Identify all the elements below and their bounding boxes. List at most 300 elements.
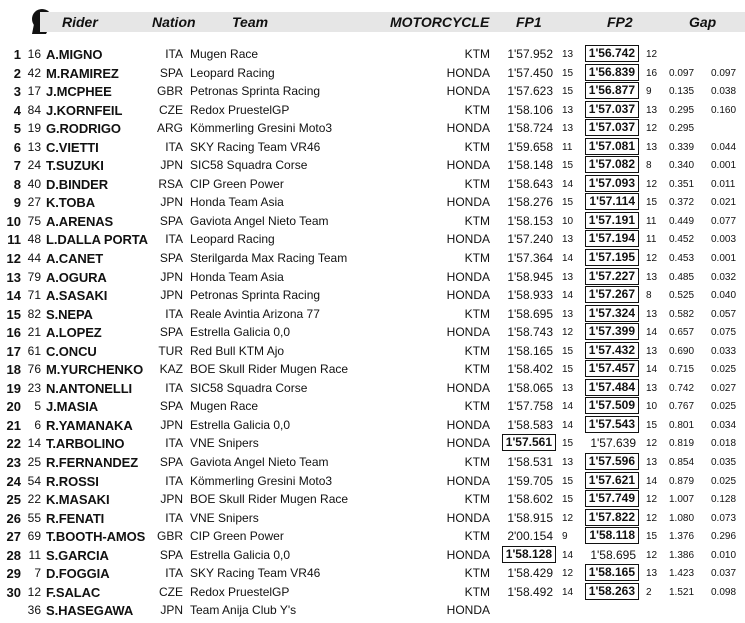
fp2-time: 1'57.194 — [585, 230, 639, 247]
motorcycle: KTM — [464, 139, 490, 154]
position: 20 — [6, 399, 21, 415]
nation: ITA — [165, 306, 183, 321]
fp2-time: 1'57.432 — [585, 342, 639, 359]
fp2-time: 1'57.822 — [585, 509, 639, 526]
team-name: Petronas Sprinta Racing — [190, 288, 321, 303]
fp2-time: 1'58.263 — [585, 583, 639, 600]
fp1-laps: 14 — [562, 253, 574, 265]
table-row — [0, 546, 745, 565]
rider-number: 75 — [27, 213, 41, 228]
position: 24 — [6, 473, 21, 489]
fp2-laps: 12 — [646, 178, 658, 190]
rider-number: 82 — [27, 306, 41, 321]
table-row — [0, 138, 745, 157]
fp2-time: 1'57.037 — [585, 119, 639, 136]
fp1-time: 1'58.643 — [507, 176, 553, 191]
team-name: SIC58 Squadra Corse — [190, 158, 308, 173]
team-name: BOE Skull Rider Mugen Race — [190, 492, 349, 507]
fp2-time: 1'58.165 — [585, 564, 639, 581]
nation: GBR — [156, 529, 183, 544]
fp1-time: 1'57.450 — [507, 65, 553, 80]
position: 10 — [6, 213, 21, 229]
gap-to-first: 0.135 — [669, 86, 695, 98]
position: 17 — [6, 343, 21, 359]
gap-to-first: 1.386 — [669, 549, 695, 561]
motorcycle: HONDA — [446, 121, 490, 136]
rider-name: J.MASIA — [46, 399, 99, 415]
gap-to-first: 0.801 — [669, 419, 695, 431]
fp1-laps: 15 — [562, 345, 574, 357]
nation: TUR — [158, 343, 183, 358]
rider-number: 44 — [27, 251, 41, 266]
table-row — [0, 527, 745, 546]
team-name: BOE Skull Rider Mugen Race — [190, 362, 349, 377]
gap-to-previous: 0.075 — [711, 327, 737, 339]
fp2-time: 1'57.509 — [585, 397, 639, 414]
table-row — [0, 286, 745, 305]
rider-name: R.FENATI — [46, 510, 105, 526]
fp1-time: 1'58.945 — [507, 269, 553, 284]
gap-to-previous: 0.021 — [711, 197, 737, 209]
header-gap: Gap — [689, 14, 717, 30]
position: 23 — [6, 455, 21, 471]
fp1-laps: 15 — [562, 475, 574, 487]
table-header — [0, 0, 745, 38]
fp2-laps: 2 — [646, 586, 652, 598]
nation: GBR — [156, 84, 183, 99]
fp2-laps: 13 — [646, 104, 658, 116]
gap-to-first: 0.854 — [669, 457, 695, 469]
fp2-laps: 15 — [646, 197, 658, 209]
rider-number: 69 — [27, 529, 41, 544]
motorcycle: KTM — [464, 492, 490, 507]
team-name: Reale Avintia Arizona 77 — [190, 306, 320, 321]
team-name: Redox PruestelGP — [190, 102, 290, 117]
fp2-time: 1'56.742 — [585, 45, 639, 62]
gap-to-first: 1.376 — [669, 531, 695, 543]
team-name: VNE Snipers — [190, 436, 259, 451]
motorcycle: HONDA — [446, 510, 490, 525]
fp2-laps: 12 — [646, 494, 658, 506]
team-name: Redox PruestelGP — [190, 584, 290, 599]
fp2-time: 1'57.639 — [590, 436, 636, 451]
rider-name: C.ONCU — [46, 343, 97, 359]
fp1-laps: 13 — [562, 234, 574, 246]
rider-number: 42 — [27, 65, 41, 80]
nation: SPA — [159, 325, 183, 340]
gap-to-previous: 0.044 — [711, 141, 737, 153]
team-name: Mugen Race — [190, 399, 259, 414]
fp2-laps: 14 — [646, 475, 658, 487]
table-row — [0, 305, 745, 324]
gap-to-previous: 0.018 — [711, 438, 737, 450]
team-name: Honda Team Asia — [190, 195, 284, 210]
gap-to-previous: 0.035 — [711, 457, 737, 469]
motorcycle: HONDA — [446, 417, 490, 432]
fp2-laps: 13 — [646, 308, 658, 320]
fp2-laps: 9 — [646, 86, 652, 98]
gap-to-first: 0.295 — [669, 104, 695, 116]
fp2-time: 1'57.324 — [585, 305, 639, 322]
nation: CZE — [159, 102, 183, 117]
nation: SPA — [159, 213, 183, 228]
table-row — [0, 564, 745, 583]
table-row — [0, 490, 745, 509]
motorcycle: KTM — [464, 529, 490, 544]
position: 22 — [6, 436, 21, 452]
position: 13 — [6, 269, 21, 285]
fp2-time: 1'58.695 — [590, 547, 636, 562]
table-row — [0, 64, 745, 83]
gap-to-first: 0.339 — [669, 141, 695, 153]
rider-name: K.TOBA — [46, 195, 95, 211]
rider-number: 17 — [27, 84, 41, 99]
rider-number: 25 — [27, 455, 41, 470]
motorcycle: HONDA — [446, 84, 490, 99]
motorcycle: HONDA — [446, 547, 490, 562]
fp2-laps: 12 — [646, 438, 658, 450]
table-row — [0, 45, 745, 64]
rider-name: D.BINDER — [46, 176, 109, 192]
fp1-laps: 15 — [562, 438, 574, 450]
fp1-laps: 14 — [562, 178, 574, 190]
position: 1 — [13, 47, 21, 62]
motorcycle: KTM — [464, 47, 490, 61]
gap-to-previous: 0.098 — [711, 586, 737, 598]
gap-to-first: 0.452 — [669, 234, 695, 246]
nation: ITA — [165, 380, 183, 395]
fp1-time: 1'58.531 — [507, 455, 553, 470]
gap-to-previous: 0.025 — [711, 401, 737, 413]
fp1-laps: 12 — [562, 327, 574, 339]
nation: KAZ — [159, 362, 183, 377]
fp2-time: 1'57.037 — [585, 101, 639, 118]
gap-to-first: 1.080 — [669, 512, 695, 524]
team-name: CIP Green Power — [190, 176, 284, 191]
rider-number: 71 — [27, 288, 41, 303]
table-row — [0, 360, 745, 379]
motorcycle: HONDA — [446, 232, 490, 247]
gap-to-previous: 0.037 — [711, 568, 737, 580]
table-row — [0, 397, 745, 416]
fp1-laps: 13 — [562, 123, 574, 135]
position: 7 — [13, 158, 21, 174]
rider-name: A.LOPEZ — [46, 325, 102, 341]
team-name: Kömmerling Gresini Moto3 — [190, 121, 333, 136]
table-row — [0, 268, 745, 287]
rider-number: 36 — [27, 603, 41, 618]
fp2-time: 1'57.114 — [585, 193, 639, 210]
fp1-time: 1'58.148 — [507, 158, 553, 173]
position: 14 — [6, 288, 21, 304]
gap-to-first: 0.715 — [669, 364, 695, 376]
gap-to-previous: 0.073 — [711, 512, 737, 524]
position: 16 — [6, 325, 21, 341]
team-name: Estrella Galicia 0,0 — [190, 417, 291, 432]
fp1-laps: 13 — [562, 382, 574, 394]
fp2-laps: 13 — [646, 457, 658, 469]
rider-name: T.SUZUKI — [46, 158, 104, 174]
rider-name: F.SALAC — [46, 584, 101, 600]
header-motorcycle: MOTORCYCLE — [390, 14, 490, 30]
fp1-time: 1'59.658 — [507, 139, 553, 154]
motorcycle: KTM — [464, 584, 490, 599]
motorcycle: HONDA — [446, 65, 490, 80]
results-table — [0, 45, 745, 620]
team-name: Leopard Racing — [190, 232, 275, 247]
fp1-time: 1'58.429 — [507, 566, 553, 581]
fp2-time: 1'57.082 — [585, 156, 639, 173]
nation: JPN — [160, 603, 183, 618]
fp2-laps: 15 — [646, 419, 658, 431]
fp2-laps: 11 — [646, 234, 657, 246]
nation: CZE — [159, 584, 183, 599]
team-name: SKY Racing Team VR46 — [190, 139, 321, 154]
team-name: SKY Racing Team VR46 — [190, 566, 321, 581]
team-name: CIP Green Power — [190, 529, 284, 544]
nation: SPA — [159, 399, 183, 414]
fp2-laps: 12 — [646, 253, 658, 265]
fp2-time: 1'57.457 — [585, 360, 639, 377]
team-name: VNE Snipers — [190, 510, 259, 525]
rider-number: 22 — [27, 492, 41, 507]
table-row — [0, 212, 745, 231]
fp1-time: 1'58.915 — [507, 510, 553, 525]
nation: SPA — [159, 251, 183, 266]
fp1-laps: 14 — [562, 549, 574, 561]
fp2-time: 1'57.621 — [585, 472, 639, 489]
fp2-time: 1'56.877 — [585, 82, 639, 99]
motorcycle: KTM — [464, 566, 490, 581]
fp1-time: 1'58.065 — [507, 380, 553, 395]
fp1-time: 1'57.952 — [507, 47, 553, 61]
gap-to-first: 1.521 — [669, 586, 695, 598]
header-nation: Nation — [152, 14, 196, 30]
fp1-time: 1'58.602 — [507, 492, 553, 507]
nation: ITA — [165, 473, 183, 488]
position: 21 — [6, 417, 21, 433]
motorcycle: KTM — [464, 343, 490, 358]
team-name: Sterilgarda Max Racing Team — [190, 251, 348, 266]
team-name: Leopard Racing — [190, 65, 275, 80]
nation: ITA — [165, 47, 183, 61]
motorcycle: KTM — [464, 306, 490, 321]
table-row — [0, 509, 745, 528]
fp1-time: 1'58.724 — [507, 121, 553, 136]
fp2-time: 1'58.118 — [585, 527, 639, 544]
fp1-time: 1'58.695 — [507, 306, 553, 321]
fp1-laps: 14 — [562, 290, 574, 302]
gap-to-first: 0.351 — [669, 178, 695, 190]
fp2-laps: 8 — [646, 160, 652, 172]
table-row — [0, 416, 745, 435]
gap-to-previous: 0.160 — [711, 104, 737, 116]
rider-number: 16 — [27, 47, 41, 61]
position: 30 — [6, 584, 21, 600]
rider-number: 12 — [27, 584, 41, 599]
fp1-laps: 9 — [562, 531, 568, 543]
fp1-laps: 15 — [562, 67, 574, 79]
gap-to-previous: 0.025 — [711, 475, 737, 487]
gap-to-previous: 0.040 — [711, 290, 737, 302]
fp2-time: 1'57.749 — [585, 490, 639, 507]
rider-name: A.CANET — [46, 251, 104, 267]
fp2-time: 1'56.839 — [585, 64, 639, 81]
position: 6 — [13, 139, 21, 155]
gap-to-first: 0.485 — [669, 271, 695, 283]
rider-name: A.OGURA — [46, 269, 107, 285]
gap-to-first: 0.340 — [669, 160, 695, 172]
fp2-time: 1'57.267 — [585, 286, 639, 303]
table-row — [0, 379, 745, 398]
gap-to-first: 0.582 — [669, 308, 695, 320]
team-name: Estrella Galicia 0,0 — [190, 325, 291, 340]
nation: ARG — [156, 121, 183, 136]
rider-name: R.FERNANDEZ — [46, 455, 139, 471]
rider-number: 79 — [27, 269, 41, 284]
rider-name: K.MASAKI — [46, 492, 110, 508]
fp1-time: 1'57.364 — [507, 251, 553, 266]
table-row — [0, 193, 745, 212]
rider-number: 27 — [27, 195, 41, 210]
position: 2 — [13, 65, 21, 81]
fp2-laps: 13 — [646, 568, 658, 580]
fp1-laps: 12 — [562, 512, 574, 524]
motorcycle: KTM — [464, 362, 490, 377]
position: 25 — [6, 492, 21, 508]
gap-to-previous: 0.001 — [711, 160, 737, 172]
gap-to-previous: 0.077 — [711, 215, 737, 227]
fp2-time: 1'57.081 — [585, 138, 639, 155]
gap-to-first: 0.767 — [669, 401, 695, 413]
rider-name: D.FOGGIA — [46, 566, 110, 582]
motorcycle: KTM — [464, 399, 490, 414]
table-row — [0, 472, 745, 491]
fp2-laps: 8 — [646, 290, 652, 302]
fp2-laps: 12 — [646, 123, 658, 135]
nation: ITA — [165, 566, 183, 581]
gap-to-previous: 0.296 — [711, 531, 737, 543]
team-name: Mugen Race — [190, 47, 259, 61]
team-name: Gaviota Angel Nieto Team — [190, 455, 329, 470]
fp2-time: 1'57.227 — [585, 268, 639, 285]
gap-to-first: 0.372 — [669, 197, 695, 209]
rider-number: 61 — [27, 343, 41, 358]
table-row — [0, 101, 745, 120]
position: 5 — [13, 121, 21, 137]
fp1-time: 2'00.154 — [507, 529, 553, 544]
rider-number: 54 — [27, 473, 41, 488]
rider-name: S.GARCIA — [46, 547, 109, 563]
rider-name: N.ANTONELLI — [46, 380, 133, 396]
nation: JPN — [160, 195, 183, 210]
rider-name: J.KORNFEIL — [46, 102, 123, 118]
nation: JPN — [160, 417, 183, 432]
team-name: Petronas Sprinta Racing — [190, 84, 321, 99]
motorcycle: HONDA — [446, 269, 490, 284]
position: 27 — [6, 529, 21, 545]
rider-name: J.MCPHEE — [46, 84, 112, 100]
fp1-laps: 13 — [562, 271, 574, 283]
fp2-time: 1'57.093 — [585, 175, 639, 192]
fp1-time: 1'58.276 — [507, 195, 553, 210]
position: 26 — [6, 510, 21, 526]
gap-to-previous: 0.034 — [711, 419, 737, 431]
motorcycle: HONDA — [446, 603, 490, 618]
motorcycle: HONDA — [446, 288, 490, 303]
gap-to-first: 0.819 — [669, 438, 695, 450]
rider-number: 40 — [27, 176, 41, 191]
rider-name: T.ARBOLINO — [46, 436, 125, 452]
rider-name: M.YURCHENKO — [46, 362, 144, 378]
nation: ITA — [165, 232, 183, 247]
fp1-time: 1'58.153 — [507, 213, 553, 228]
table-row — [0, 434, 745, 453]
header-team: Team — [232, 14, 269, 30]
rider-number: 76 — [27, 362, 41, 377]
fp2-laps: 16 — [646, 67, 658, 79]
gap-to-first: 0.453 — [669, 253, 695, 265]
motorcycle: HONDA — [446, 436, 490, 451]
table-row — [0, 249, 745, 268]
fp1-laps: 15 — [562, 197, 574, 209]
gap-to-previous: 0.097 — [711, 67, 737, 79]
position: 3 — [13, 84, 21, 100]
fp1-time: 1'58.128 — [502, 546, 556, 563]
motorcycle: HONDA — [446, 195, 490, 210]
fp1-laps: 15 — [562, 364, 574, 376]
gap-to-previous: 0.038 — [711, 86, 737, 98]
table-row — [0, 156, 745, 175]
nation: SPA — [159, 455, 183, 470]
gap-to-first: 0.742 — [669, 382, 695, 394]
fp1-time: 1'58.583 — [507, 417, 553, 432]
fp1-laps: 14 — [562, 419, 574, 431]
fp1-time: 1'58.933 — [507, 288, 553, 303]
fp1-laps: 15 — [562, 160, 574, 172]
rider-name: C.VIETTI — [46, 139, 99, 155]
rider-name: T.BOOTH-AMOS — [46, 529, 146, 545]
rider-number: 84 — [27, 102, 41, 117]
rider-number: 5 — [34, 399, 41, 414]
position: 19 — [6, 380, 21, 396]
fp2-time: 1'57.191 — [585, 212, 639, 229]
fp2-laps: 13 — [646, 382, 658, 394]
gap-to-first: 0.295 — [669, 123, 695, 135]
gap-to-previous: 0.033 — [711, 345, 737, 357]
table-row — [0, 82, 745, 101]
team-name: Red Bull KTM Ajo — [190, 343, 285, 358]
fp2-laps: 11 — [646, 215, 657, 227]
position: 18 — [6, 362, 21, 378]
gap-to-previous: 0.001 — [711, 253, 737, 265]
rider-number: 7 — [34, 566, 41, 581]
fp1-laps: 10 — [562, 215, 574, 227]
header-fp1: FP1 — [516, 14, 542, 30]
nation: JPN — [160, 492, 183, 507]
rider-name: S.HASEGAWA — [46, 603, 134, 619]
nation: SPA — [159, 65, 183, 80]
gap-to-first: 0.449 — [669, 215, 695, 227]
fp1-laps: 13 — [562, 308, 574, 320]
position: 4 — [13, 102, 21, 118]
fp2-laps: 14 — [646, 364, 658, 376]
fp2-time: 1'57.543 — [585, 416, 639, 433]
rider-name: R.YAMANAKA — [46, 417, 133, 433]
rider-number: 48 — [27, 232, 41, 247]
fp2-time: 1'57.596 — [585, 453, 639, 470]
fp1-laps: 13 — [562, 49, 574, 60]
